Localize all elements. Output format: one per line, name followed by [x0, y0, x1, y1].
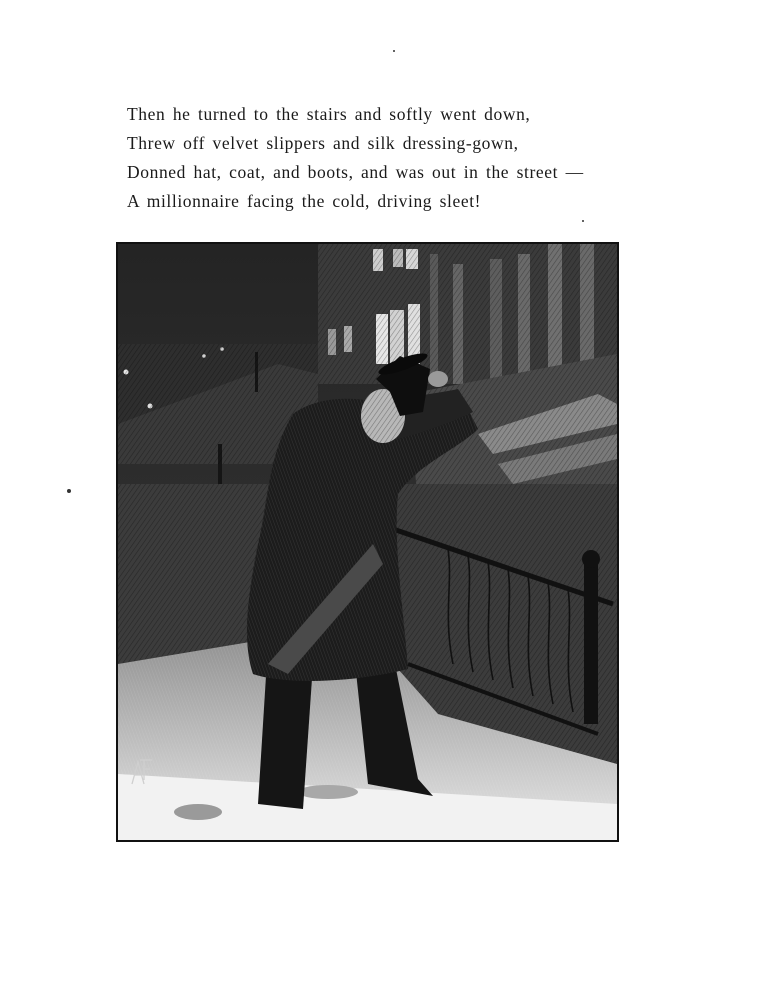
print-speck — [582, 220, 584, 222]
night-street-engraving — [116, 242, 619, 842]
verse-line-1: Then he turned to the stairs and softly went down, — [127, 104, 531, 124]
print-speck — [67, 489, 71, 493]
verse-line-3: Donned hat, coat, and boots, and was out in the street — — [127, 162, 584, 182]
verse-line-2: Threw off velvet slippers and silk dressing-gown, — [127, 133, 519, 153]
verse-stanza — [127, 100, 647, 216]
print-speck — [393, 50, 395, 52]
verse-line-4: A millionnaire facing the cold, driving sleet! — [127, 191, 482, 211]
